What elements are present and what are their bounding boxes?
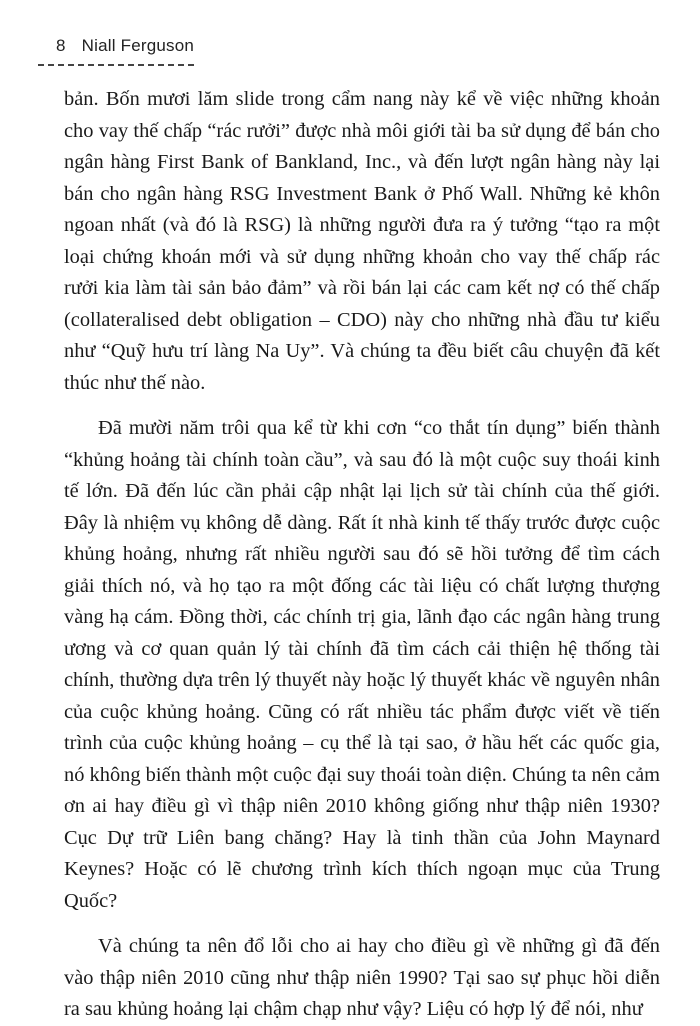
header-author: Niall Ferguson [81,36,195,55]
running-header [56,36,194,56]
paragraph-continued: bản. Bốn mươi lăm slide trong cẩm nang này kể về việc những khoản cho vay thế chấp “rác rưởi” được nhà môi giới tài ba sử dụng để bán cho ngân hàng First Bank of Bankland, Inc., và đến lượt ngân hàng này lại bán cho ngân hàng RSG Investment Bank ở Phố Wall. Những kẻ khôn ngoan nhất (và đó là RSG) là những người đưa ra ý tưởng “tạo ra một loại chứng khoán mới và sử dụng những khoản cho vay thế chấp rác rưởi kia làm tài sản bảo đảm” và rồi bán lại các cam kết nợ có thế chấp (collateralised debt obligation – CDO) này cho những nhà đầu tư kiểu như “Quỹ hưu trí làng Na Uy”. Và chúng ta đều biết câu chuyện đã kết thúc như thế nào. [64,88,660,394]
paragraph: Và chúng ta nên đổ lỗi cho ai hay cho điều gì về những gì đã đến vào thập niên 2010 cũng như thập niên 1990? Tại sao sự phục hồi diễn ra sau khủng hoảng lại chậm chạp như vậy? Liệu có hợp lý để nói, như [64,935,660,1020]
paragraph: Đã mười năm trôi qua kể từ khi cơn “co thắt tín dụng” biến thành “khủng hoảng tài chính toàn cầu”, và sau đó là một cuộc suy thoái kinh tế lớn. Đã đến lúc cần phải cập nhật lại lịch sử tài chính của thế giới. Đây là nhiệm vụ không dễ dàng. Rất ít nhà kinh tế thấy trước được cuộc khủng hoảng, nhưng rất nhiều người sau đó sẽ hồi tưởng để tìm cách giải thích nó, và họ tạo ra một đống các tài liệu có chất lượng thượng vàng hạ cám. Đồng thời, các chính trị gia, lãnh đạo các ngân hàng trung ương và cơ quan quản lý tài chính đã tìm cách cải thiện hệ thống tài chính, thường dựa trên lý thuyết này hoặc lý thuyết khác về nguyên nhân của cuộc khủng hoảng. Cũng có rất nhiều tác phẩm được viết về tiến trình của cuộc khủng hoảng – cụ thể là tại sao, ở hầu hết các quốc gia, nó không biến thành một cuộc đại suy thoái toàn diện. Chúng ta nên cảm ơn ai hay điều gì vì thập niên 2010 không giống như thập niên 1930? Cục Dự trữ Liên bang chăng? Hay là tinh thần của John Maynard Keynes? Hoặc có lẽ chương trình kích thích ngoạn mục của Trung Quốc? [64,417,660,912]
header-dotted-rule [38,64,194,66]
page-number: 8 [56,36,66,55]
body-text [64,84,660,1026]
